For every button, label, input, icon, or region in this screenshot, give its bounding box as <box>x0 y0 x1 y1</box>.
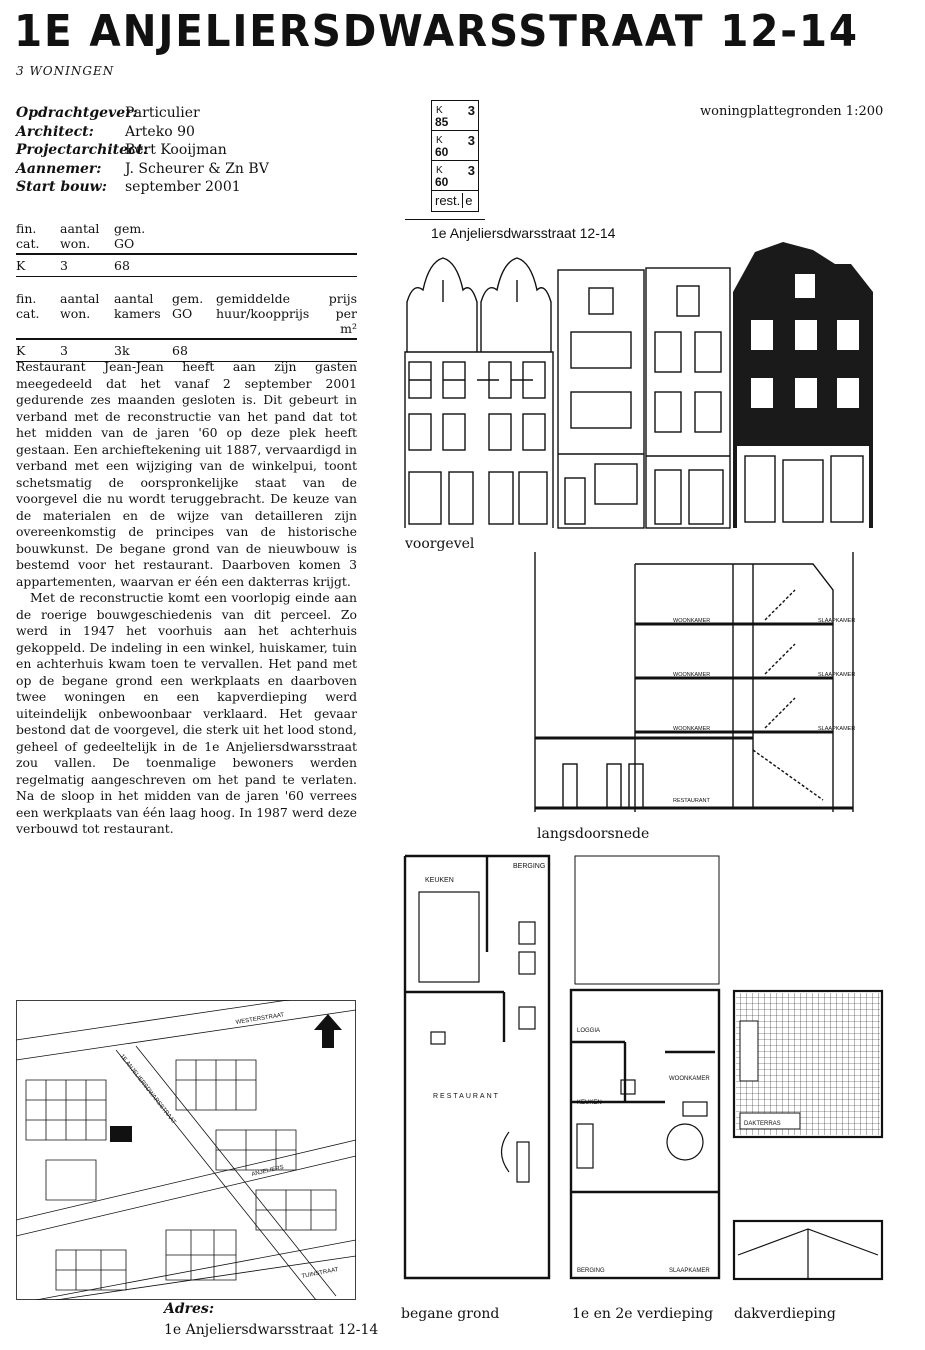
project-name: 1e Anjeliersdwarsstraat 12-14 <box>431 225 616 241</box>
address-label: Adres: <box>164 1301 214 1317</box>
th-gem: gem. <box>172 291 204 306</box>
section-label-slaapkamer: SLAAPKAMER <box>818 618 856 624</box>
key-count: 3 <box>467 103 475 118</box>
key-go: 85 <box>435 115 449 129</box>
section-label-woonkamer: WOONKAMER <box>673 726 711 732</box>
plan-label-loggia: LOGGIA <box>577 1028 601 1034</box>
plan-label-berging: BERGING <box>577 1268 605 1274</box>
th-aantal: aantal <box>60 221 100 236</box>
key-rest-label: rest. <box>435 193 461 208</box>
credit-label: Opdrachtgever: <box>16 105 138 121</box>
key-rest <box>431 190 479 212</box>
credit-value: Arteko 90 <box>125 123 195 140</box>
section-drawing <box>533 550 878 820</box>
key-cat: K <box>436 165 443 176</box>
section-label-slaapkamer: SLAAPKAMER <box>818 672 856 678</box>
plan-label-slaapkamer: SLAAPKAMER <box>669 1268 710 1274</box>
map-street-anjeliers: ANJELIERS <box>251 1164 285 1178</box>
paragraph: Restaurant Jean-Jean heeft aan zijn gasten meegedeeld dat het vanaf 2 september 2001 gedurende zes maanden gesloten is. Dit gebeurt in verband met de reconstructie van het pand dat tot het midden van de jaren '60 op deze plek heeft gestaan. Een archieftekening uit 1887, vervaardigd in verband met een wijziging van de winkelpui, toont schetsmatig de oorspronkelijke staat van de voorgevel die nu wordt teruggebracht. De keuze van de materialen en de wijze van detailleren zijn overeenkomstig de principes van de historische bouwkunst. De begane grond van de nieuwbouw is bestemd voor het restaurant. Daarboven komen 3 appartementen, waarvan er één een dakterras krijgt. <box>16 359 357 589</box>
credit-row <box>16 123 269 142</box>
article-body <box>16 359 357 838</box>
scale-label: woningplattegronden 1:200 <box>700 104 884 119</box>
credit-row <box>16 178 269 197</box>
key-baseline <box>405 219 485 220</box>
credit-value: september 2001 <box>125 179 241 195</box>
th-cat: cat. <box>16 236 40 251</box>
plan-label-woonkamer: WOONKAMER <box>669 1076 710 1082</box>
th-per-m2: per m² <box>335 306 357 336</box>
caption-begane-grond: begane grond <box>401 1306 500 1322</box>
price-table <box>16 291 357 362</box>
th-fin: fin. <box>16 291 37 306</box>
key-go: 60 <box>435 145 449 159</box>
page-subtitle: 3 WONINGEN <box>16 64 115 78</box>
key-go: 60 <box>435 175 449 189</box>
plan-label-berging: BERGING <box>513 863 546 870</box>
credit-label: Architect: <box>16 123 94 140</box>
th-aantal: aantal <box>60 291 100 306</box>
credit-row <box>16 160 269 179</box>
map-street-westerstraat: WESTERSTRAAT <box>235 1012 285 1026</box>
table-cell: 3 <box>60 339 114 362</box>
th-prijs: prijs <box>328 291 357 306</box>
key-count: 3 <box>467 133 475 148</box>
th-go: GO <box>114 236 135 251</box>
credit-value: Bert Kooijman <box>125 142 227 158</box>
th-huurkoop: huur/koopprijs <box>216 306 310 321</box>
table-cell: K <box>16 339 60 362</box>
location-map <box>16 1000 356 1300</box>
roof-floor-plan <box>728 985 888 1285</box>
upper-floor-plan <box>565 852 725 1282</box>
ground-floor-plan <box>399 852 554 1282</box>
key-rest-suffix: e <box>462 193 472 208</box>
caption-voorgevel: voorgevel <box>405 536 475 552</box>
page-title: 1E ANJELIERSDWARSSTRAAT 12-14 <box>14 6 859 57</box>
plan-label-keuken: KEUKEN <box>577 1100 602 1106</box>
section-label-slaapkamer: SLAAPKAMER <box>818 726 856 732</box>
caption-dakverdieping: dakverdieping <box>734 1306 836 1322</box>
table-row <box>16 254 357 277</box>
th-aantal: aantal <box>114 291 154 306</box>
table-cell: 3 <box>60 254 114 277</box>
map-street-dwarsstraat: 1E ANJELIERSDWARSSTRAAT <box>118 1053 177 1126</box>
plan-label-restaurant: RESTAURANT <box>433 1093 500 1100</box>
credit-label: Projectarchitect: <box>16 142 149 158</box>
section-label-restaurant: RESTAURANT <box>673 798 710 804</box>
table-cell: 3k <box>114 339 172 362</box>
key-count: 3 <box>467 163 475 178</box>
th-fin: fin. <box>16 221 37 236</box>
section-label-woonkamer: WOONKAMER <box>673 618 711 624</box>
section-label-woonkamer: WOONKAMER <box>673 672 711 678</box>
th-go: GO <box>172 306 193 321</box>
table-cell: 68 <box>172 339 216 362</box>
table-cell: 68 <box>114 254 357 277</box>
front-elevation-drawing <box>403 232 883 530</box>
caption-verdieping: 1e en 2e verdieping <box>572 1306 714 1322</box>
th-gem: gem. <box>114 221 146 236</box>
credit-row <box>16 141 269 160</box>
summary-table <box>16 221 357 277</box>
paragraph: Met de reconstructie komt een voorlopig einde aan de roerige bouwgeschiedenis van dit perceel. Zo werd in 1947 het voorhuis aan het achterhuis gekoppeld. De indeling in een winkel, huiskamer, tuin en achterhuis kwam toen te vervallen. Het pand met op de begane grond een werkplaats en daarboven twee woningen en een kapverdieping werd uiteindelijk onbewoonbaar verklaard. Het gevaar bestond dat de voorgevel, die sterk uit het lood stond, geheel of gedeeltelijk in de 1e Anjeliersdwarsstraat zou vallen. De toenmalige bewoners werden regelmatig aangeschreven om het pand te verlaten. Na de sloop in het midden van de jaren '60 verrees een werkplaats van één laag hoog. In 1987 werd deze verbouwd tot restaurant. <box>16 590 357 836</box>
plan-label-dakterras: DAKTERRAS <box>744 1121 781 1127</box>
key-cell <box>431 130 479 160</box>
th-gemiddelde: gemiddelde <box>216 291 291 306</box>
th-won: won. <box>60 236 91 251</box>
key-cat: K <box>436 135 443 146</box>
table-cell: K <box>16 254 60 277</box>
th-cat: cat. <box>16 306 40 321</box>
credit-label: Start bouw: <box>16 179 107 195</box>
key-cat: K <box>436 105 443 116</box>
th-won: won. <box>60 306 91 321</box>
credit-value: J. Scheurer & Zn BV <box>125 160 269 177</box>
credit-row <box>16 104 269 123</box>
key-cell <box>431 100 479 130</box>
project-credits <box>16 104 269 197</box>
key-cell <box>431 160 479 190</box>
credit-label: Aannemer: <box>16 160 102 177</box>
credit-value: Particulier <box>125 105 200 121</box>
address-value: 1e Anjeliersdwarsstraat 12-14 <box>164 1322 379 1338</box>
caption-langsdoorsnede: langsdoorsnede <box>537 826 650 842</box>
housing-key <box>431 100 479 212</box>
map-street-tuinstraat: TUINSTRAAT <box>301 1266 339 1280</box>
th-kamers: kamers <box>114 306 161 321</box>
plan-label-keuken: KEUKEN <box>425 877 454 884</box>
